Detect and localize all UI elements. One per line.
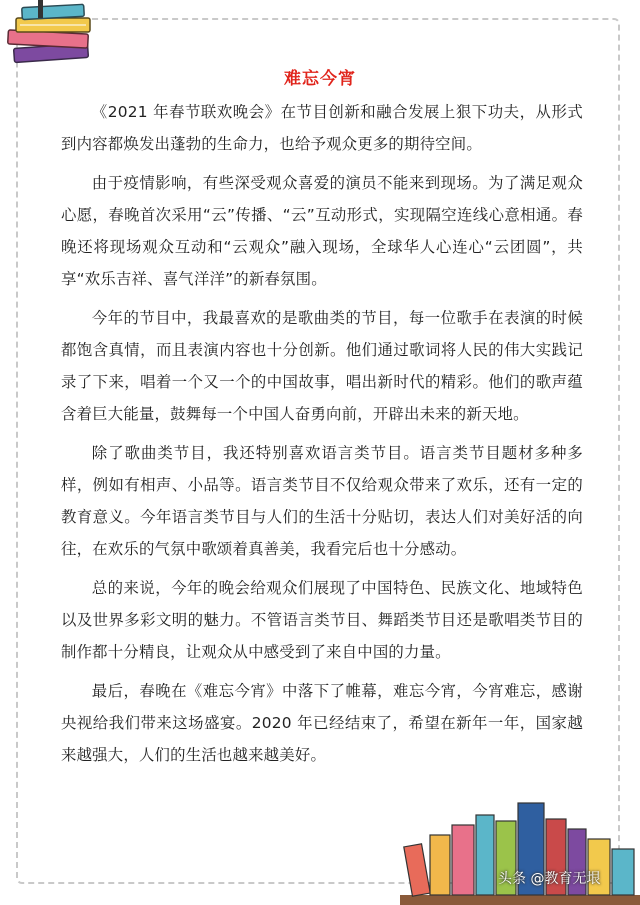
bookshelf-icon (400, 795, 640, 905)
article-body (61, 96, 583, 778)
paragraph: 《2021 年春节联欢晚会》在节目创新和融合发展上狠下功夫，从形式到内容都焕发出蓬勃的生命力，也给予观众更多的期待空间。 (61, 103, 583, 153)
page-title: 难忘今宵 (284, 69, 356, 89)
paragraph: 除了歌曲类节目，我还特别喜欢语言类节目。语言类节目题材多种多样，例如有相声、小品等。语言类节目不仅给观众带来了欢乐，还有一定的教育意义。今年语言类节目与人们的生活十分贴切，表达人们对美好活的向往，在欢乐的气氛中歌颂着真善美，我看完后也十分感动。 (61, 444, 583, 558)
paragraph: 今年的节目中，我最喜欢的是歌曲类的节目，每一位歌手在表演的时候都饱含真情，而且表演内容也十分创新。他们通过歌词将人民的伟大实践记录了下来，唱着一个又一个的中国故事，唱出新时代的精彩。他们的歌声蕴含着巨大能量，鼓舞每一个中国人奋勇向前，开辟出未来的新天地。 (61, 309, 583, 423)
book-stack-icon (0, 0, 110, 70)
watermark: 头条 @教育无垠 (498, 871, 601, 887)
paragraph: 总的来说，今年的晚会给观众们展现了中国特色、民族文化、地域特色以及世界多彩文明的魅力。不管语言类节目、舞蹈类节目还是歌唱类节目的制作都十分精良，让观众从中感受到了来自中国的力量。 (61, 579, 583, 661)
paragraph: 由于疫情影响，有些深受观众喜爱的演员不能来到现场。为了满足观众心愿，春晚首次采用“云”传播、“云”互动形式，实现隔空连线心意相通。春晚还将现场观众互动和“云观众”融入现场，全球华人心连心“云团圆”，共享“欢乐吉祥、喜气洋洋”的新春氛围。 (61, 174, 583, 288)
paragraph: 最后，春晚在《难忘今宵》中落下了帷幕，难忘今宵，今宵难忘，感谢央视给我们带来这场盛宴。2020 年已经结束了，希望在新年一年，国家越来越强大，人们的生活也越来越美好。 (61, 682, 583, 764)
